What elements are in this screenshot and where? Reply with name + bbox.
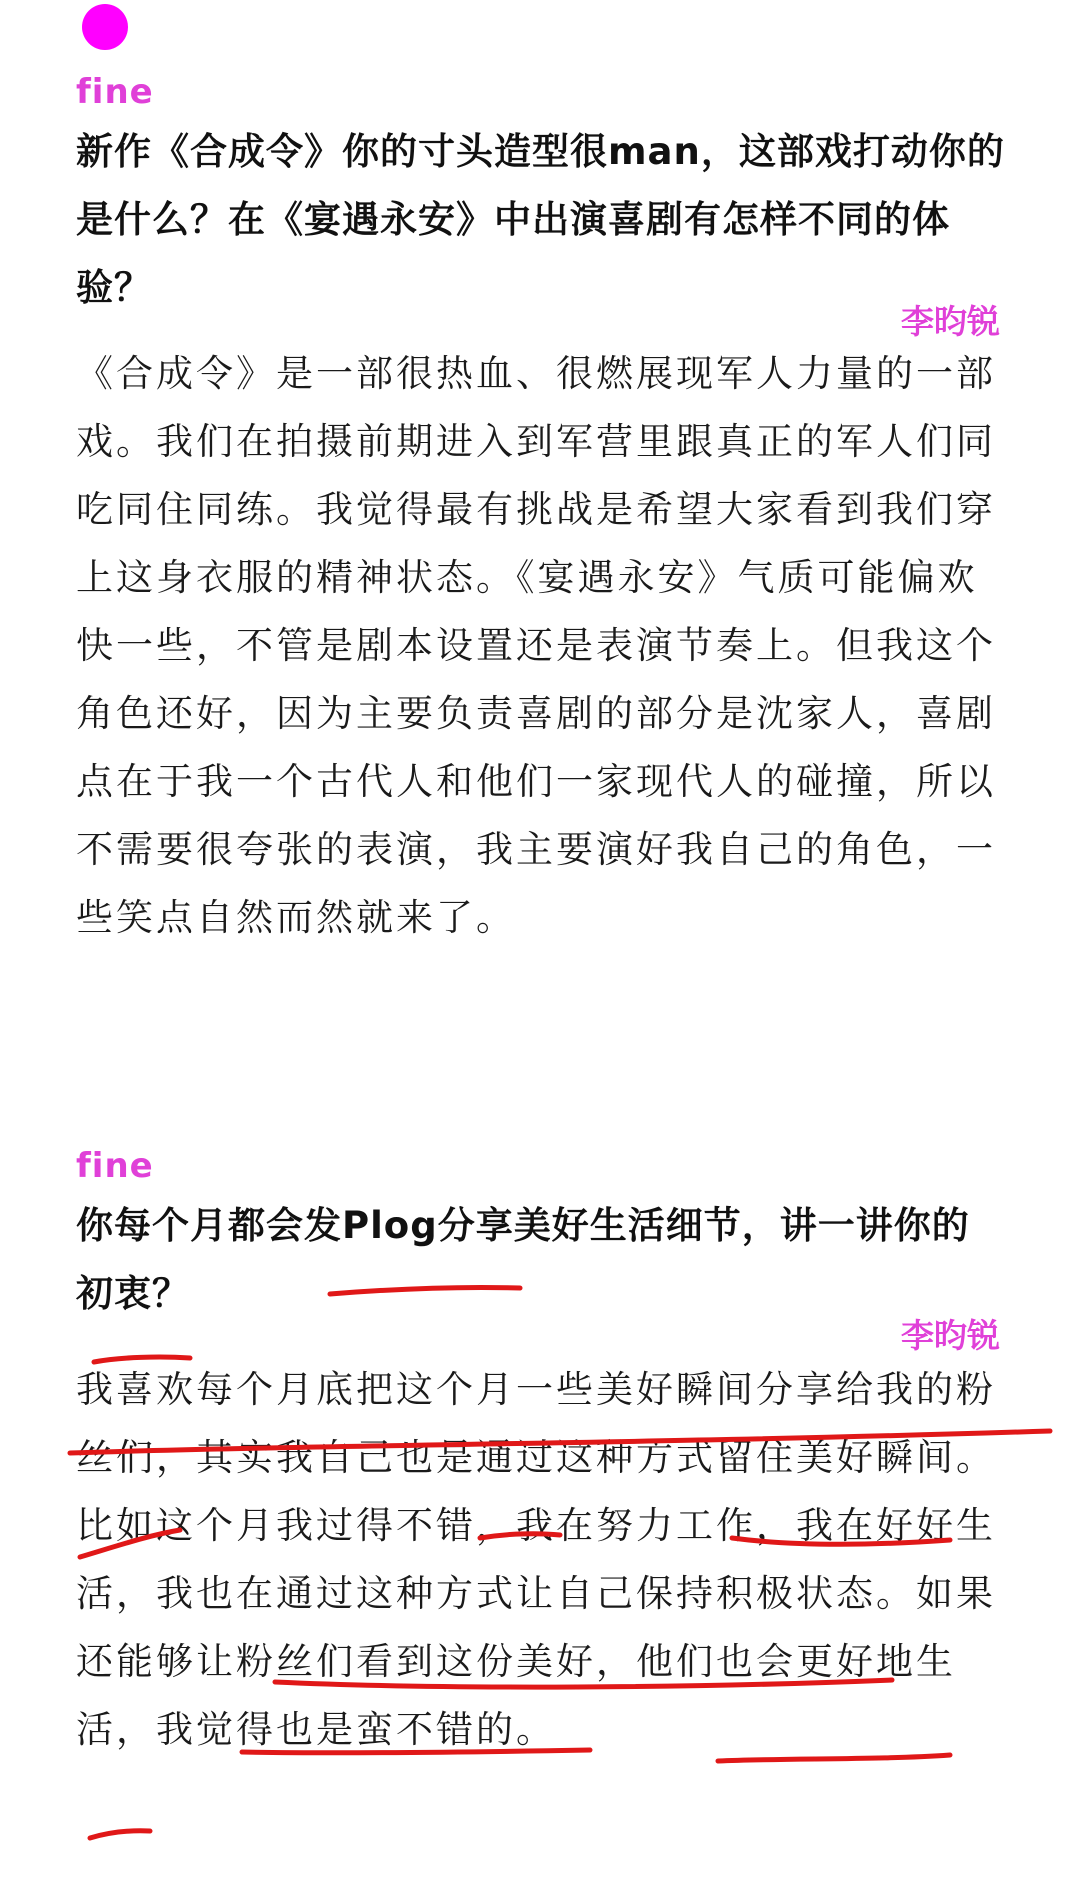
speaker-name: 李昀锐	[901, 1316, 1000, 1355]
answer-text: 我喜欢每个月底把这个月一些美好瞬间分享给我的粉丝们，其实我自己也是通过这种方式留住美好瞬间。比如这个月我过得不错，我在努力工作，我在好好生活，我也在通过这种方式让自己保持积极状态。如果还能够让粉丝们看到这份美好，他们也会更好地生活，我觉得也是蛮不错的。	[76, 1368, 996, 1751]
interviewer-label: fine	[76, 1146, 154, 1186]
magenta-dot-icon	[82, 4, 128, 50]
underline-mark	[90, 1831, 150, 1838]
answer-text: 《合成令》是一部很热血、很燃展现军人力量的一部戏。我们在拍摄前期进入到军营里跟真正的军人们同吃同住同练。我觉得最有挑战是希望大家看到我们穿上这身衣服的精神状态。《宴遇永安》气质可能偏欢快一些，不管是剧本设置还是表演节奏上。但我这个角色还好，因为主要负责喜剧的部分是沈家人，喜剧点在于我一个古代人和他们一家现代人的碰撞，所以不需要很夸张的表演，我主要演好我自己的角色，一些笑点自然而然就来了。	[76, 352, 996, 939]
interviewer-label: fine	[76, 72, 154, 112]
question-text: 你每个月都会发Plog分享美好生活细节，讲一讲你的初衷？	[76, 1204, 970, 1315]
question-text: 新作《合成令》你的寸头造型很man，这部戏打动你的是什么？在《宴遇永安》中出演喜剧有怎样不同的体验？	[76, 130, 1005, 309]
speaker-name: 李昀锐	[901, 302, 1000, 341]
